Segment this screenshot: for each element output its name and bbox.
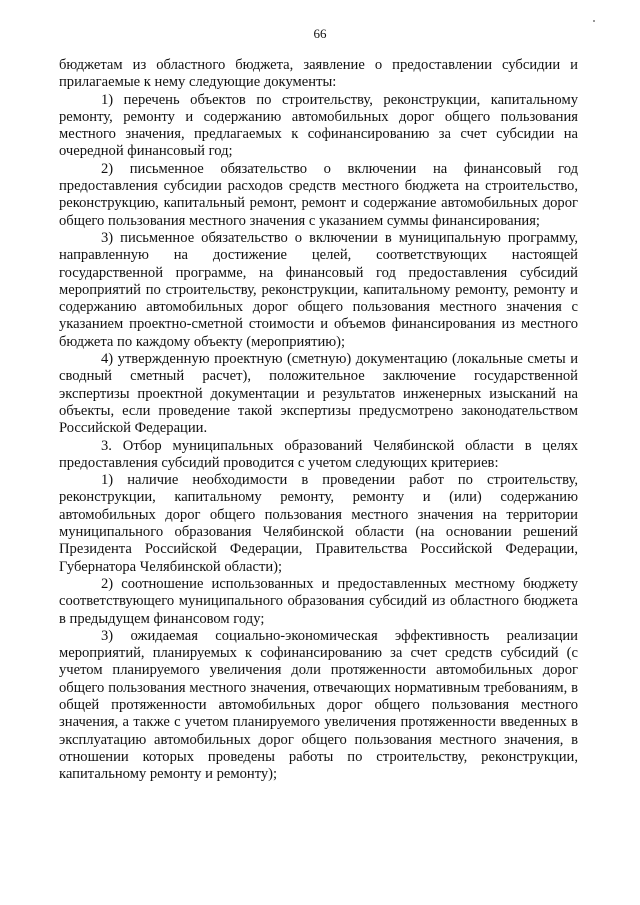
document-body — [59, 57, 578, 783]
scan-dot-mark — [593, 20, 595, 22]
paragraph-item-4: 4) утвержденную проектную (сметную) документацию (локальные сметы и сводный сметный расчет), положительное заключение государственной экспертизы проектной документации и результатов инженерных изысканий на объекты, если проведение такой экспертизы предусмотрено законодательством Российской Федерации. — [59, 351, 578, 437]
paragraph-item-1: 1) перечень объектов по строительству, реконструкции, капитальному ремонту, ремонту и содержанию автомобильных дорог общего пользования местного значения, предлагаемых к софинансированию за счет субсидии на очередной финансовый год; — [59, 91, 578, 160]
paragraph-criterion-2: 2) соотношение использованных и предоставленных местному бюджету соответствующего муниципального образования субсидий из областного бюджета в предыдущем финансовом году; — [59, 575, 578, 627]
paragraph-item-3: 3) письменное обязательство о включении в муниципальную программу, направленную на достижение целей, соответствующих настоящей государственной программе, на финансовый год предоставления субсидий мероприятий по строительству, реконструкции, капитальному ремонту, ремонту и содержанию автомобильных дорог общего пользования местного значения с указанием проектно-сметной стоимости и объемов финансирования из местного бюджета по каждому объекту (мероприятию); — [59, 229, 578, 350]
paragraph-criterion-3: 3) ожидаемая социально-экономическая эффективность реализации мероприятий, планируемых к софинансированию за счет средств субсидий (с учетом планируемого увеличения доли протяженности автомобильных дорог общего пользования местного значения, отвечающих нормативным требованиям, в общей протяженности автомобильных дорог общего пользования местного значения, а также с учетом планируемого увеличения протяженности введенных в эксплуатацию автомобильных дорог общего пользования местного значения, в отношении которых проведены работы по строительству, реконструкции, капитальному ремонту и ремонту); — [59, 627, 578, 783]
page-number: 66 — [313, 26, 327, 41]
paragraph-item-2: 2) письменное обязательство о включении на финансовый год предоставления субсидии расходов средств местного бюджета на строительство, реконструкцию, капитальный ремонт, ремонт и содержание автомобильных дорог общего пользования местного значения с указанием суммы финансирования; — [59, 160, 578, 229]
paragraph-criterion-1: 1) наличие необходимости в проведении работ по строительству, реконструкции, капитальному ремонту, ремонту и (или) содержанию автомобильных дорог общего пользования местного значения на территории муниципального образования Челябинской области (на основании решений Президента Российской Федерации, Правительства Российской Федерации, Губернатора Челябинской области); — [59, 472, 578, 575]
paragraph-continuation: бюджетам из областного бюджета, заявление о предоставлении субсидии и прилагаемые к нему следующие документы: — [59, 57, 578, 91]
paragraph-section-3: 3. Отбор муниципальных образований Челябинской области в целях предоставления субсидий проводится с учетом следующих критериев: — [59, 437, 578, 471]
